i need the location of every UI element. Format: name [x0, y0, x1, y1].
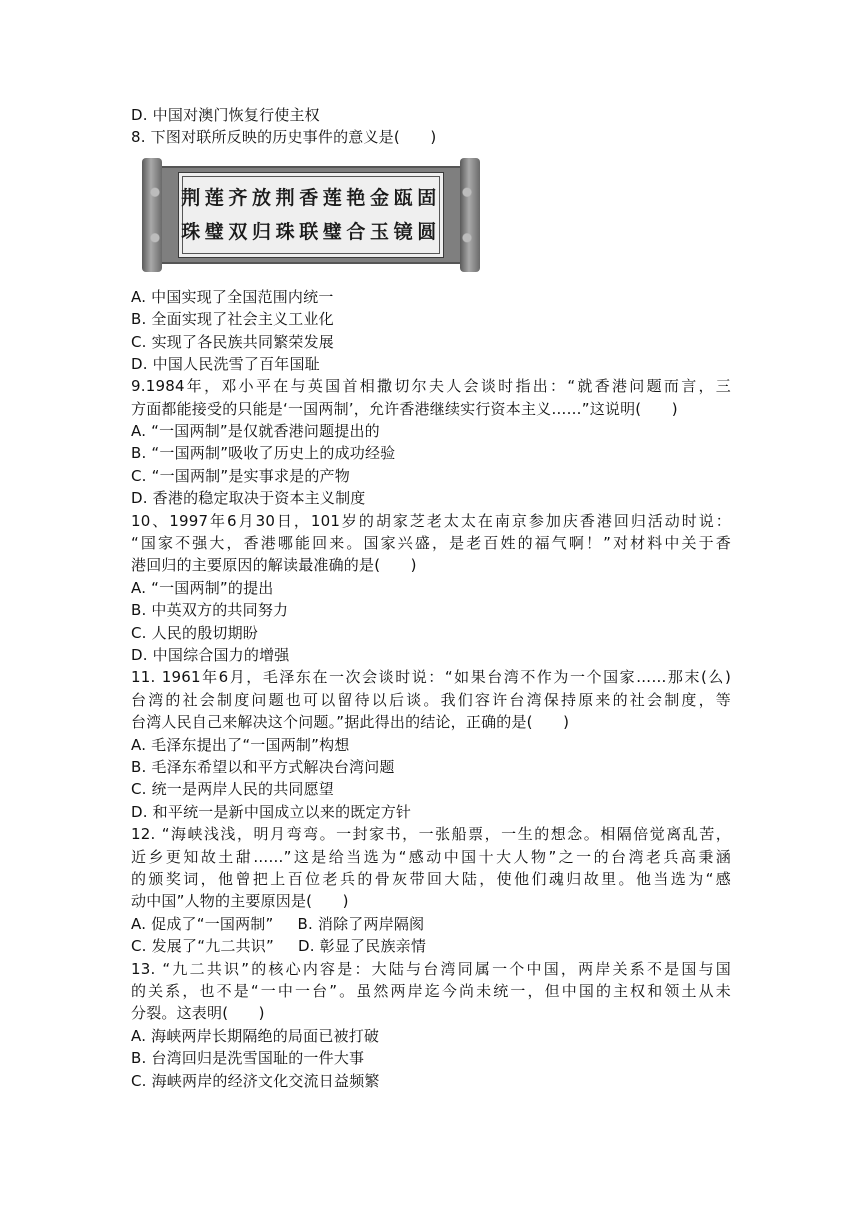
q11-stem-line-2: 台湾的社会制度问题也可以留待以后谈。我们容许台湾保持原来的社会制度，等 — [131, 691, 731, 709]
q12-option-c: C. 发展了“九二共识” — [131, 937, 274, 955]
q13-stem-line-3: 分裂。这表明( ) — [131, 1004, 265, 1022]
scroll-ornament-left — [144, 158, 166, 272]
q13-stem-line-1: 13. “九二共识”的核心内容是：大陆与台湾同属一个中国，两岸关系不是国与国 — [131, 960, 731, 978]
q13-stem-line-2: 的关系，也不是“一中一台”。虽然两岸迄今尚未统一，但中国的主权和领土从未 — [131, 982, 731, 1000]
q13-option-a: A. 海峡两岸长期隔绝的局面已被打破 — [131, 1027, 380, 1045]
q8-option-d: D. 中国人民洗雪了百年国耻 — [131, 355, 320, 373]
q9-stem-line-1: 9.1984年，邓小平在与英国首相撒切尔夫人会谈时指出：“就香港问题而言，三 — [131, 377, 731, 395]
q11-stem-line-1: 11. 1961年6月，毛泽东在一次会谈时说：“如果台湾不作为一个国家……那末(么) — [131, 668, 731, 686]
q11-option-c: C. 统一是两岸人民的共同愿望 — [131, 780, 335, 798]
q8-option-a: A. 中国实现了全国范围内统一 — [131, 288, 334, 306]
q12-stem-line-1: 12. “海峡浅浅，明月弯弯。一封家书，一张船票，一生的想念。相隔倍觉离乱苦， — [131, 825, 731, 843]
q10-option-b: B. 中英双方的共同努力 — [131, 601, 289, 619]
q12-option-a: A. 促成了“一国两制” — [131, 915, 274, 933]
scroll-ornament-right — [456, 158, 478, 272]
q9-option-d: D. 香港的稳定取决于资本主义制度 — [131, 489, 366, 507]
q10-option-a: A. “一国两制”的提出 — [131, 579, 274, 597]
q13-option-b: B. 台湾回归是洗雪国耻的一件大事 — [131, 1049, 365, 1067]
q10-option-d: D. 中国综合国力的增强 — [131, 646, 290, 664]
q12-stem-line-2: 近乡更知故土甜……”这是给当选为“感动中国十大人物”之一的台湾老兵高秉涵 — [131, 848, 731, 866]
q7-option-d: D. 中国对澳门恢复行使主权 — [131, 106, 320, 124]
q13-option-c: C. 海峡两岸的经济文化交流日益频繁 — [131, 1072, 380, 1090]
q8-stem: 8. 下图对联所反映的历史事件的意义是( ) — [131, 128, 437, 146]
q9-option-a: A. “一国两制”是仅就香港问题提出的 — [131, 422, 380, 440]
q10-stem-line-1: 10、1997年6月30日，101岁的胡家芝老太太在南京参加庆香港回归活动时说： — [131, 512, 731, 530]
q11-option-a: A. 毛泽东提出了“一国两制”构想 — [131, 736, 350, 754]
q10-option-c: C. 人民的殷切期盼 — [131, 624, 259, 642]
q12-option-b: B. 消除了两岸隔阂 — [297, 915, 425, 933]
q9-option-c: C. “一国两制”是实事求是的产物 — [131, 467, 350, 485]
q8-option-b: B. 全面实现了社会主义工业化 — [131, 310, 334, 328]
q10-stem-line-2: “国家不强大，香港哪能回来。国家兴盛，是老百姓的福气啊！”对材料中关于香 — [131, 534, 731, 552]
couplet-scroll-image — [142, 158, 480, 272]
q12-stem-line-3: 的颁奖词，他曾把上百位老兵的骨灰带回大陆，使他们魂归故里。他当选为“感 — [131, 870, 731, 888]
q11-stem-line-3: 台湾人民自己来解决这个问题。”据此得出的结论，正确的是( ) — [131, 713, 570, 731]
q12-stem-line-4: 动中国”人物的主要原因是( ) — [131, 892, 349, 910]
couplet-lower: 珠璧双归珠联璧合玉镜圆 — [181, 221, 441, 243]
q9-option-b: B. “一国两制”吸收了历史上的成功经验 — [131, 444, 396, 462]
q11-option-d: D. 和平统一是新中国成立以来的既定方针 — [131, 803, 412, 821]
q12-options-row-2 — [131, 935, 731, 957]
q9-stem-line-2: 方面都能接受的只能是‘一国两制’，允许香港继续实行资本主义……”这说明( ) — [131, 400, 678, 418]
q8-option-c: C. 实现了各民族共同繁荣发展 — [131, 333, 335, 351]
couplet-upper: 荆莲齐放荆香莲艳金瓯固 — [181, 187, 441, 209]
q11-option-b: B. 毛泽东希望以和平方式解决台湾问题 — [131, 758, 395, 776]
q12-option-d: D. 彰显了民族亲情 — [297, 937, 427, 955]
couplet-panel — [178, 172, 444, 258]
q12-options-row-1 — [131, 913, 731, 935]
q10-stem-line-3: 港回归的主要原因的解读最准确的是( ) — [131, 556, 417, 574]
